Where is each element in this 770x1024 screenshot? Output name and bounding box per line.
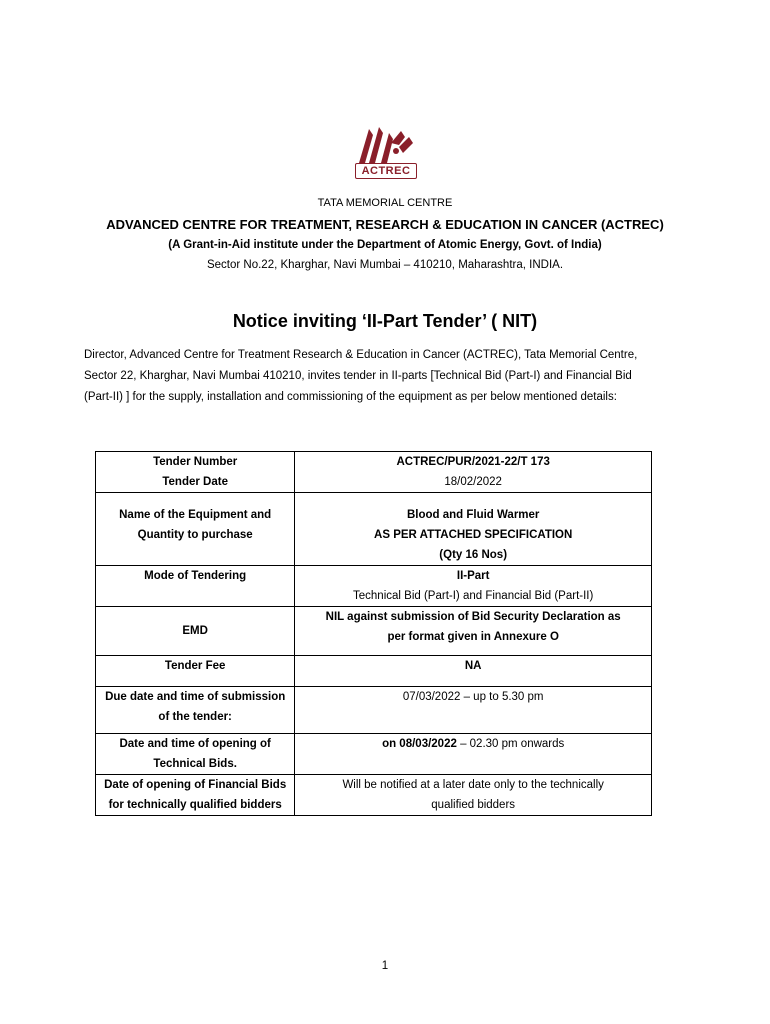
intro-line: Sector 22, Kharghar, Navi Mumbai 410210, invites tender in II-parts [Technical Bid (Part-I) and Financial Bid bbox=[84, 370, 632, 382]
table-row bbox=[96, 566, 652, 607]
tech-value-cell bbox=[295, 734, 652, 775]
institution-name: ADVANCED CENTRE FOR TREATMENT, RESEARCH & EDUCATION IN CANCER (ACTREC) bbox=[106, 217, 664, 232]
equipment-qty: (Qty 16 Nos) bbox=[439, 549, 508, 561]
fin-label-cell bbox=[96, 775, 295, 816]
mode-detail: Technical Bid (Part-I) and Financial Bid (Part-II) bbox=[353, 590, 594, 602]
emd-label: EMD bbox=[182, 625, 208, 637]
intro-line: (Part-II) ] for the supply, installation and commissioning of the equipment as per below mentioned details: bbox=[84, 391, 617, 403]
due-label: Due date and time of submission bbox=[105, 691, 286, 703]
intro-paragraph bbox=[84, 345, 694, 408]
intro-line: Director, Advanced Centre for Treatment Research & Education in Cancer (ACTREC), Tata Memorial Centre, bbox=[84, 349, 638, 361]
tech-label: Technical Bids. bbox=[153, 758, 237, 770]
due-label: of the tender: bbox=[158, 711, 232, 723]
centre-name: TATA MEMORIAL CENTRE bbox=[317, 197, 453, 209]
fin-value: qualified bidders bbox=[431, 799, 516, 811]
table-row bbox=[96, 452, 652, 493]
fee-label: Tender Fee bbox=[164, 660, 226, 672]
tender-number-label-cell bbox=[96, 452, 295, 493]
tech-value-date: on 08/03/2022 bbox=[382, 738, 457, 750]
fin-value: Will be notified at a later date only to the technically bbox=[342, 779, 604, 791]
fin-value-cell bbox=[295, 775, 652, 816]
tech-value bbox=[299, 734, 647, 754]
table-row bbox=[96, 493, 652, 566]
logo-wordmark: ACTREC bbox=[355, 163, 417, 179]
mode-value: II-Part bbox=[456, 570, 490, 582]
actrec-logo bbox=[355, 123, 417, 181]
table-row bbox=[96, 734, 652, 775]
equipment-label-cell bbox=[96, 493, 295, 566]
tender-number-value: ACTREC/PUR/2021-22/T 173 bbox=[396, 456, 550, 468]
fin-label: Date of opening of Financial Bids bbox=[104, 779, 287, 791]
mode-label-cell bbox=[96, 566, 295, 607]
tender-number-value-cell bbox=[295, 452, 652, 493]
tech-label-cell bbox=[96, 734, 295, 775]
tender-number-label: Tender Number bbox=[153, 456, 238, 468]
fee-value: NA bbox=[464, 660, 482, 672]
fin-label: for technically qualified bidders bbox=[108, 799, 282, 811]
equipment-value-cell bbox=[295, 493, 652, 566]
tender-details-table bbox=[95, 451, 652, 816]
due-label-cell bbox=[96, 687, 295, 734]
tender-date-label: Tender Date bbox=[162, 476, 228, 488]
emd-value: NIL against submission of Bid Security Declaration as bbox=[325, 611, 621, 623]
emd-value: per format given in Annexure O bbox=[387, 631, 559, 643]
fee-value-cell bbox=[295, 656, 652, 687]
due-value-cell bbox=[295, 687, 652, 734]
emd-label-cell bbox=[96, 607, 295, 656]
equipment-label: Quantity to purchase bbox=[137, 529, 253, 541]
table-row bbox=[96, 687, 652, 734]
equipment-label: Name of the Equipment and bbox=[119, 509, 272, 521]
emd-value-cell bbox=[295, 607, 652, 656]
mode-label: Mode of Tendering bbox=[144, 570, 247, 582]
table-row bbox=[96, 656, 652, 687]
due-value: 07/03/2022 – up to 5.30 pm bbox=[402, 691, 544, 703]
grant-line: (A Grant-in-Aid institute under the Department of Atomic Energy, Govt. of India) bbox=[168, 239, 602, 251]
equipment-spec: AS PER ATTACHED SPECIFICATION bbox=[374, 529, 573, 541]
tech-value-time: – 02.30 pm onwards bbox=[456, 738, 565, 750]
table-row bbox=[96, 775, 652, 816]
notice-title: Notice inviting ‘II-Part Tender’ ( NIT) bbox=[232, 311, 538, 331]
actrec-emblem-icon bbox=[355, 123, 417, 165]
equipment-name: Blood and Fluid Warmer bbox=[406, 509, 540, 521]
page-number: 1 bbox=[381, 960, 389, 972]
table-row bbox=[96, 607, 652, 656]
address-line: Sector No.22, Kharghar, Navi Mumbai – 410210, Maharashtra, INDIA. bbox=[206, 259, 564, 271]
fee-label-cell bbox=[96, 656, 295, 687]
tech-label: Date and time of opening of bbox=[119, 738, 271, 750]
mode-value-cell bbox=[295, 566, 652, 607]
tender-date-value: 18/02/2022 bbox=[444, 476, 502, 488]
